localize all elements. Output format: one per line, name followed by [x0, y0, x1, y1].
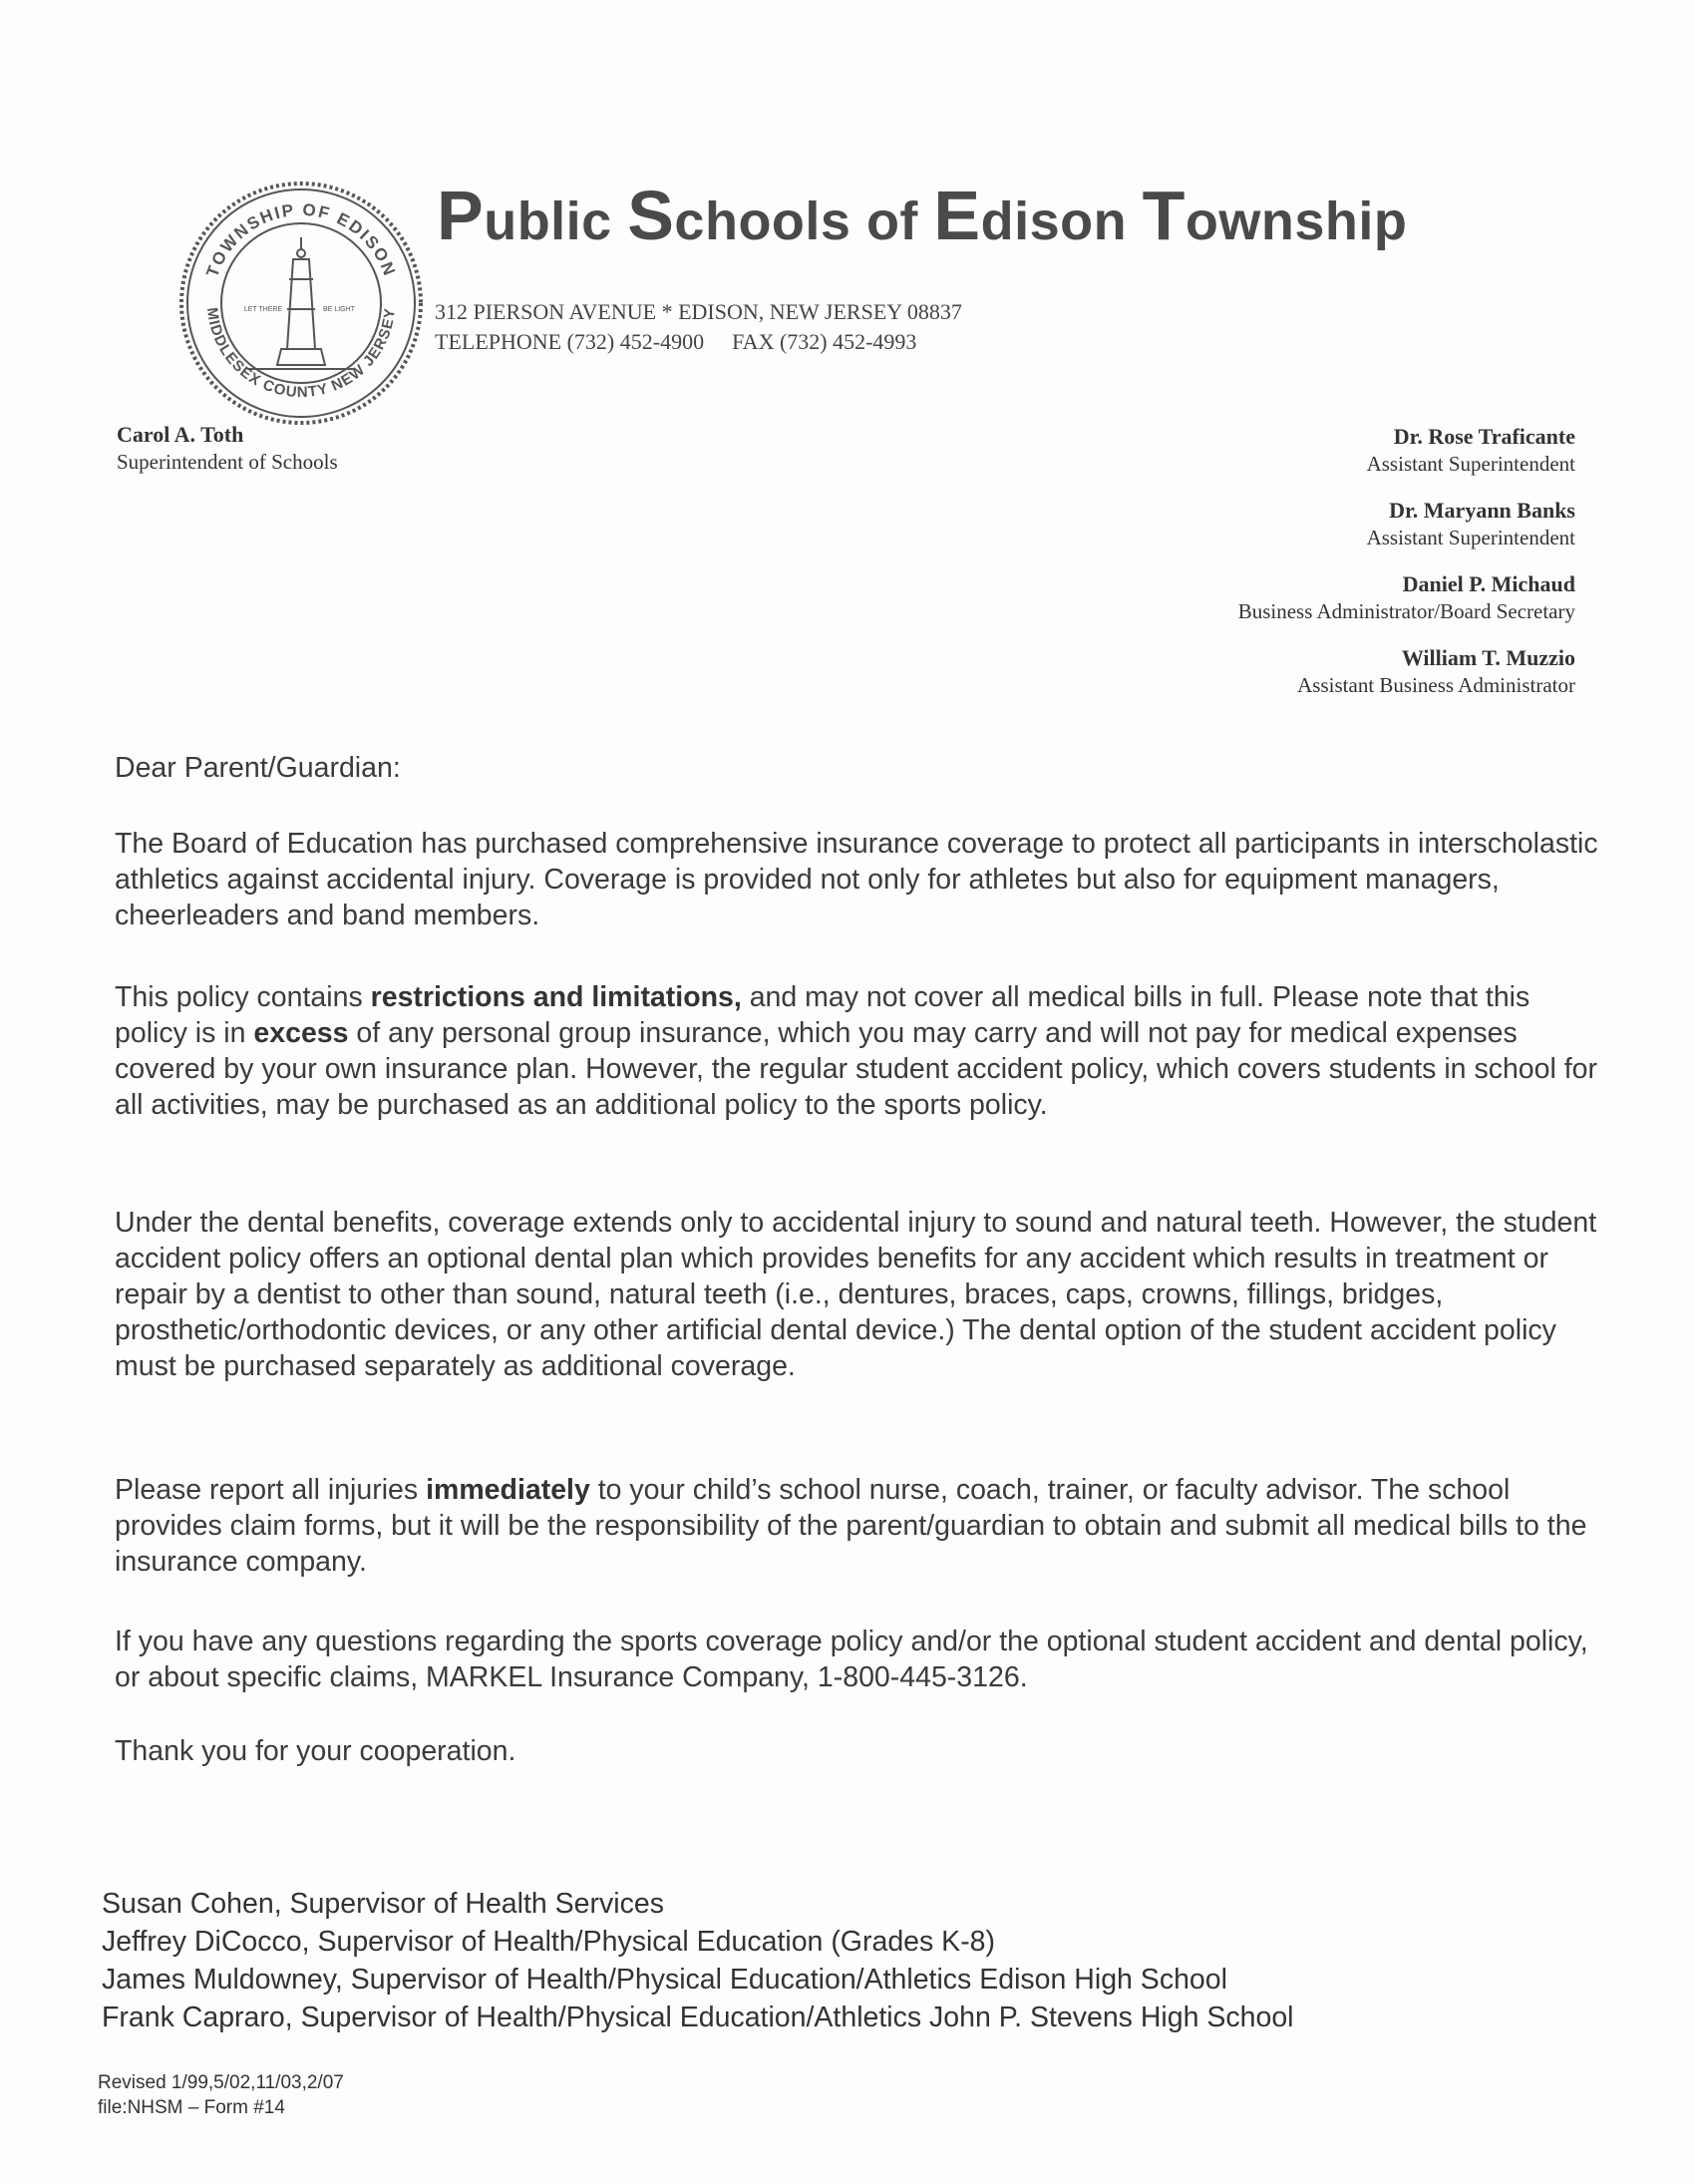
phone-fax-line	[435, 327, 962, 357]
title-cap-p: P	[437, 177, 485, 254]
administrator-title: Assistant Superintendent	[1366, 452, 1575, 476]
letterhead-title	[437, 176, 1407, 255]
seal-bottom-text: MIDDLESEX COUNTY NEW JERSEY	[202, 306, 399, 402]
administrator-entry	[1238, 497, 1575, 550]
p4-bold-immediately: immediately	[426, 1474, 590, 1506]
signer-line: James Muldowney, Supervisor of Health/Physical Education/Athletics Edison High School	[102, 1964, 1227, 1996]
administrator-name: Daniel P. Michaud	[1402, 571, 1575, 596]
p2-text-c: and may not cover all medical bills in full. Please note that this policy is in	[115, 981, 1530, 1049]
telephone: TELEPHONE (732) 452-4900	[435, 329, 705, 354]
title-rest-1: ublic	[484, 191, 628, 251]
signers-list	[102, 1885, 1294, 2036]
administrator-entry	[1238, 570, 1575, 624]
title-rest-2: chools of	[674, 191, 934, 251]
p4-text-c: to your child’s school nurse, coach, trainer, or faculty advisor. The school provides claim forms, but it will be the responsibility of the parent/guardian to obtain and submit all medical bills to the insurance company.	[115, 1474, 1587, 1578]
p4-text-a: Please report all injuries	[115, 1474, 427, 1506]
svg-text:MIDDLESEX COUNTY NEW JERSEY	[203, 306, 399, 401]
administrator-title: Assistant Superintendent	[1366, 526, 1575, 549]
administrator-name: William T. Muzzio	[1401, 645, 1575, 670]
letter-paragraph-5: If you have any questions regarding the sports coverage policy and/or the optional student accident and dental policy, or about specific claims, MARKEL Insurance Company, 1-800-445-3126.	[115, 1626, 1588, 1693]
administrators-block	[1238, 423, 1575, 718]
title-cap-s: S	[627, 177, 675, 254]
signer-line: Frank Capraro, Supervisor of Health/Physical Education/Athletics John P. Stevens High School	[102, 2002, 1294, 2033]
revision-footer	[98, 2070, 344, 2120]
letter-closing: Thank you for your cooperation.	[115, 1735, 516, 1767]
letter-paragraph-1: The Board of Education has purchased comprehensive insurance coverage to protect all participants in interscholastic athletics against accidental injury. Coverage is provided not only for athletes but also for equipment managers, cheerleaders and band members.	[115, 828, 1598, 931]
administrator-name: Dr. Rose Traficante	[1393, 424, 1575, 449]
address-line: 312 PIERSON AVENUE * EDISON, NEW JERSEY 08837	[435, 299, 962, 324]
revised-dates: Revised 1/99,5/02,11/03,2/07	[98, 2072, 344, 2093]
title-cap-e: E	[933, 177, 981, 254]
title-rest-4: ownship	[1185, 191, 1408, 251]
letterhead-address-block	[435, 297, 962, 357]
p2-bold-restrictions: restrictions and limitations,	[370, 981, 742, 1013]
administrator-title: Assistant Business Administrator	[1297, 673, 1575, 697]
p2-text-e: of any personal group insurance, which you may carry and will not pay for medical expenses covered by your own insurance plan. However, the regular student accident policy, which covers students in school for all activities, may be purchased as an additional policy to the sports policy.	[115, 1017, 1598, 1121]
administrator-name: Dr. Maryann Banks	[1389, 498, 1575, 523]
p2-text-a: This policy contains	[115, 981, 371, 1013]
township-seal-logo	[177, 180, 425, 427]
letter-greeting: Dear Parent/Guardian:	[115, 752, 401, 784]
superintendent-name: Carol A. Toth	[117, 422, 244, 447]
letter-paragraph-4	[115, 1472, 1610, 1580]
file-reference: file:NHSM – Form #14	[98, 2097, 285, 2118]
letter-paragraph-3: Under the dental benefits, coverage extends only to accidental injury to sound and natural teeth. However, the student accident policy offers an optional dental plan which provides benefits for any accident which results in treatment or repair by a dentist to other than sound, natural teeth (i.e., dentures, braces, caps, crowns, fillings, bridges, prosthetic/orthodontic devices, or any other artificial dental device.) The dental option of the student accident policy must be purchased separately as additional coverage.	[115, 1207, 1597, 1382]
superintendent-block	[117, 421, 338, 475]
administrator-title: Business Administrator/Board Secretary	[1237, 599, 1575, 623]
fax: FAX (732) 452-4993	[732, 329, 917, 354]
seal-motto-left: LET THERE	[243, 306, 283, 313]
signer-line: Susan Cohen, Supervisor of Health Services	[102, 1888, 664, 1920]
seal-top-text: TOWNSHIP OF EDISON	[202, 199, 400, 280]
p2-bold-excess: excess	[253, 1017, 349, 1049]
administrator-entry	[1238, 423, 1575, 477]
title-cap-t: T	[1142, 177, 1186, 254]
administrator-entry	[1238, 644, 1575, 698]
superintendent-title: Superintendent of Schools	[117, 450, 338, 474]
letter-paragraph-2	[115, 979, 1610, 1123]
title-rest-3: dison	[980, 191, 1143, 251]
signer-line: Jeffrey DiCocco, Supervisor of Health/Physical Education (Grades K-8)	[102, 1926, 996, 1958]
seal-motto-right: BE LIGHT	[323, 306, 355, 313]
